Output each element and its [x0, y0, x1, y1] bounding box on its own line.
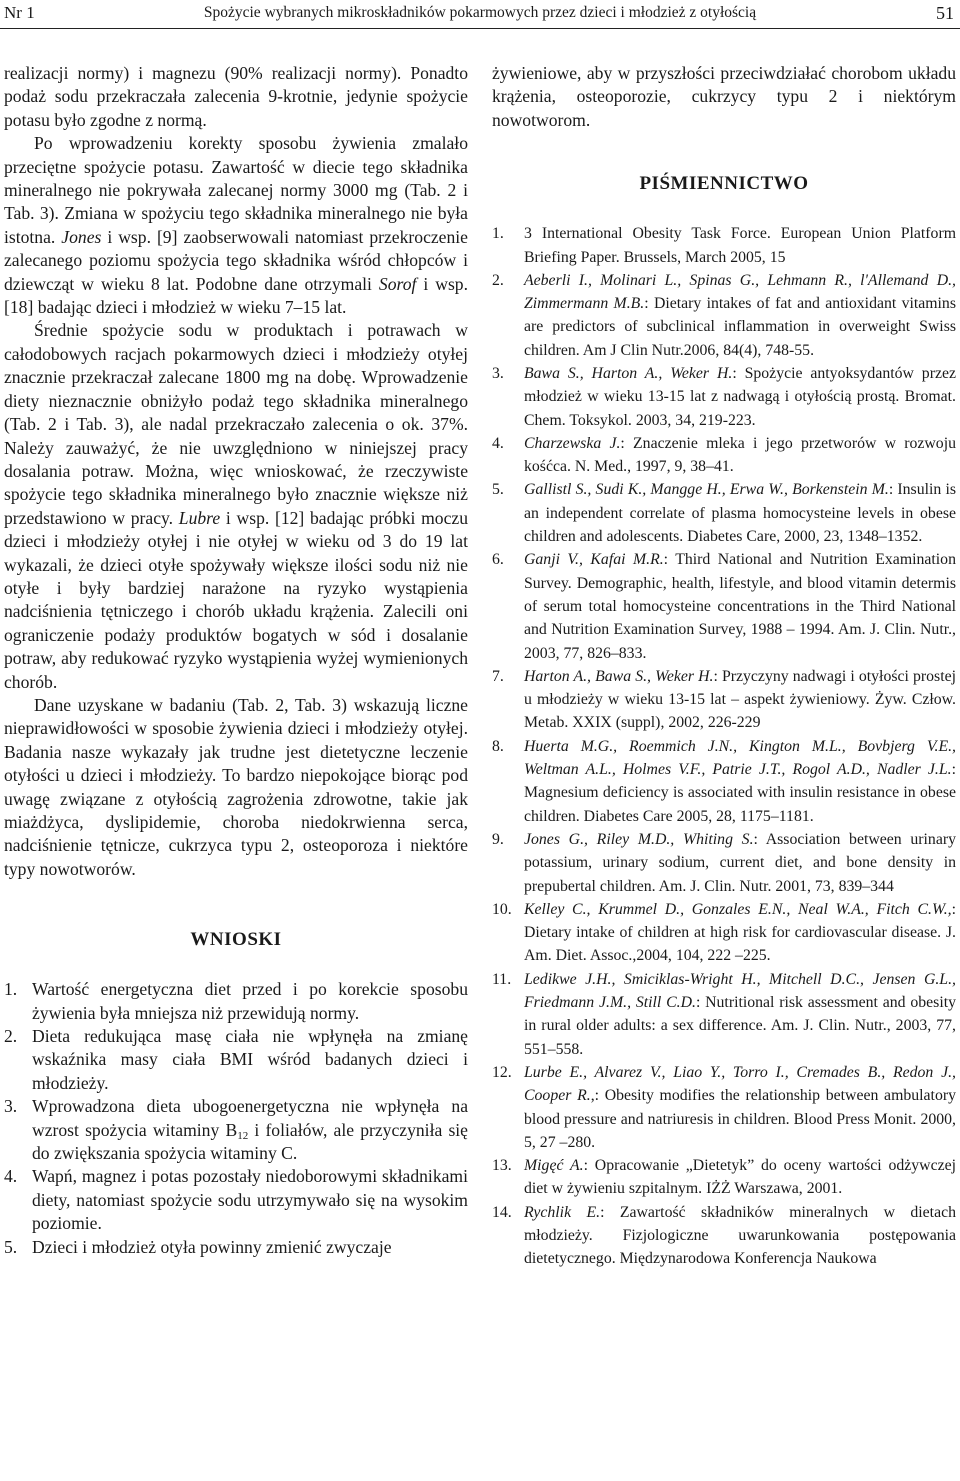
reference-authors: Aeberli I., Molinari L., Spinas G., Lehmann R., l'Allemand D., Zimmermann M.B. — [524, 271, 956, 313]
reference-number: 4. — [492, 434, 504, 452]
reference-item — [492, 665, 956, 735]
reference-item — [492, 548, 956, 664]
conclusion-item: 4. Wapń, magnez i potas pozostały niedoborowymi składnikami diety, natomiast spożycie sodu utrzymywało się na wysokim poziomie. — [4, 1166, 468, 1234]
author-lubre: Lubre — [178, 507, 221, 528]
reference-number: 3. — [492, 365, 504, 382]
reference-authors: Kelley C., Krummel D., Gonzales E.N., Neal W.A., Fitch C.W., — [524, 900, 952, 918]
reference-authors: Huerta M.G., Roemmich J.N., Kington M.L., Bovbjerg V.E., Weltman A.L., Holmes V.F., Patrie J.T., Rogol A.D., Nadler J.L. — [524, 737, 956, 779]
right-column — [492, 62, 956, 1271]
paragraph-continuation: realizacji normy) i magnezu (90% realizacji normy). Ponadto podaż sodu przekraczała zalecenia 9-krotnie, jedynie spożycie potasu było zgodne z normą. — [4, 63, 468, 130]
reference-item — [492, 269, 956, 362]
conclusions-list — [4, 978, 468, 1259]
reference-text: : Magnesium deficiency is associated with insulin resistance in obese children. Diabetes Care 2005, 28, 1175–1181. — [524, 761, 956, 825]
reference-number: 12. — [492, 1063, 512, 1081]
reference-item — [492, 1154, 956, 1201]
running-title: Spożycie wybranych mikroskładników pokarmowych przez dzieci i młodzież z otyłością — [203, 4, 757, 21]
reference-number: 10. — [492, 900, 512, 918]
reference-item — [492, 362, 956, 432]
reference-item — [492, 478, 956, 548]
reference-authors: Ganji V., Kafai M.R. — [524, 551, 664, 569]
conclusion-item: 3. Wprowadzona dieta ubogoenergetyczna nie wpłynęła na wzrost spożycia witaminy $B_{12}$ i foliałów, ale przyczyniła się do zwiększania spożycia witaminy C. — [4, 1096, 468, 1164]
reference-number: 7. — [492, 667, 504, 685]
reference-authors: Rychlik E. — [524, 1203, 601, 1221]
references-heading: PIŚMIENNICTWO — [639, 173, 809, 195]
author-sorof: Sorof — [378, 273, 417, 294]
reference-number: 5. — [492, 481, 504, 499]
reference-text: : Znaczenie mleka i jego przetworów w rozwoju kośćca. N. Med., 1997, 9, 38–41. — [524, 434, 956, 476]
reference-number: 6. — [492, 551, 504, 569]
reference-text: : Dietary intake of children at high risk for cardiovascular disease. J. Am. Diet. Assoc.,2004, 104, 222 –225. — [524, 900, 956, 965]
reference-item — [492, 828, 956, 898]
reference-item — [492, 968, 956, 1061]
reference-text: : Insulin is an independent correlate of plasma homocysteine levels in obese children and adolescents. Diabetes Care, 2000, 23, 1348–1352. — [524, 481, 956, 546]
reference-text: : Third National and Nutrition Examination Survey. Demographic, health, lifestyle, and blood vitamin determis of serum total homocysteine concentrations in the Third National and Nutrition Examination Survey, 1988 – 1994. Am. J. Clin. Nutr., 2003, 77, 826–833. — [524, 551, 956, 662]
reference-text: : Spożycie antyoksydantów przez młodzież w wieku 13-15 lat z nadwagą i otyłością prostą. Bromat. Chem. Toksykol. 2003, 34, 219-223. — [524, 365, 956, 429]
reference-number: 8. — [492, 737, 504, 755]
reference-text: : Dietary intakes of fat and antioxidant vitamins are predictors of subclinical inflammation in overweight Swiss children. Am J Clin Nutr.2006, 84(4), 748-55. — [524, 295, 956, 359]
page-number: 51 — [936, 3, 954, 23]
reference-authors: Gallistl S., Sudi K., Mangge H., Erwa W., Borkenstein M. — [524, 481, 889, 499]
references-list — [492, 222, 956, 1270]
reference-text: : Przyczyny nadwagi i otyłości prostej u młodzieży w wieku 13-15 lat – aspekt żywieniowy. Żyw. Człow. Metab. XXIX (suppl), 2002, 226-229 — [524, 667, 956, 732]
header-rule — [0, 28, 960, 29]
reference-authors: Jones G., Riley M.D., Whiting S. — [524, 830, 754, 848]
paragraph-sodium: Średnie spożycie sodu w produktach i potrawach w całodobowych racjach pokarmowych dzieci i młodzieży otyłej znacznie przekraczał zalecane 1800 mg na dobę. Wprowadzenie diety nieznacznie obniżyło podaż tego składnika mineralnego (Tab. 2 i Tab. 3), ale nadal przekraczało zalecenia o ok. 37%. Należy zauważyć, że nie uwzględniono w niniejszej pracy dosalania potraw. Można, więc wnioskować, że rzeczywiste spożycie tego składnika mineralnego było znacznie większe niż przedstawiono w pracy. Lubre i wsp. [12] badając próbki moczu dzieci i młodzieży otyłej i nie otyłej w wieku od 3 do 19 lat wykazali, że dzieci otyłe spożywały większe ilości sodu niż nie otyłe i były bardziej narażone na ryzyko wystąpienia nadciśnienia tętniczego i chorób układu krążenia. Zalecili oni ograniczenie podaży produktów bogatych w sód i dosalanie potraw, aby redukować ryzyko wystąpienia wyżej wymienionych chorób. — [4, 320, 469, 692]
reference-authors: Lurbe E., Alvarez V., Liao Y., Torro I., Cremades B., Redon J., Cooper R. — [524, 1063, 956, 1105]
reference-item — [492, 432, 956, 479]
reference-authors: Migęć A. — [524, 1157, 584, 1175]
paragraph-summary: Dane uzyskane w badaniu (Tab. 2, Tab. 3) wskazują liczne nieprawidłowości w sposobie żywienia dzieci i młodzieży otyłej. Badania nasze wykazały jak trudne jest dietetyczne leczenie otyłości u dzieci i młodzieży. To bardzo niepokojące biorąc pod uwagę związane z otyłością zagrożenia zdrowotne, takie jak miażdżyca, dyslipidemie, choroba niedokrwienna serca, nadciśnienie tętnicze, cukrzyca typu 2, osteoporoza i niektóre typy nowotworów. — [4, 694, 468, 879]
issue-number: Nr 1 — [4, 3, 35, 22]
reference-text: : Opracowanie „Dietetyk” do oceny wartości odżywczej diet w żywieniu szpitalnym. IŻŻ Warszawa, 2001. — [524, 1157, 956, 1198]
reference-number: 1. — [492, 225, 504, 243]
author-jones: Jones — [61, 226, 102, 247]
conclusion-item: 5. Dzieci i młodzież otyła powinny zmienić zwyczaje — [4, 1236, 392, 1257]
conclusions-heading: WNIOSKI — [190, 929, 282, 951]
conclusion-item: 2. Dieta redukująca masę ciała nie wpłynęła na zmianę wskaźnika masy ciała BMI wśród badanych dzieci i młodzieży. — [4, 1026, 468, 1093]
reference-text: : Association between urinary potassium, urinary sodium, current diet, and bone density in prepubertal children. Am. J. Clin. Nutr. 2001, 73, 839–344 — [524, 830, 956, 895]
conclusion-continuation: żywieniowe, aby w przyszłości przeciwdziałać chorobom układu krążenia, osteoporozie, cukrzycy typu 2 i niektórym nowotworom. — [492, 63, 956, 130]
reference-number: 14. — [492, 1203, 512, 1221]
left-column — [4, 62, 468, 1259]
reference-item — [492, 222, 956, 269]
paragraph-potassium: Po wprowadzeniu korekty sposobu żywienia zmalało przeciętne spożycie potasu. Zawartość w diecie tego składnika mineralnego nie pokrywała zalecanej normy 3000 mg (Tab. 2 i Tab. 3). Zmiana w spożyciu tego składnika mineralnego nie była istotna. Jones i wsp. [9] zaobserwowali natomiast przekroczenie zalecanego poziomu spożycia tego składnika wśród chłopców i dziewcząt w wieku 8 lat. Podobne dane otrzymali Sorof i wsp. [18] badając dzieci i młodzież w wieku 7–15 lat. — [4, 133, 468, 318]
reference-authors: Charzewska J. — [524, 434, 621, 452]
subscript-12: 12 — [237, 1129, 249, 1142]
reference-text: : Nutritional risk assessment and obesity in rural older adults: a sex difference. Am. J. Clin. Nutr., 2003, 77, 551–558. — [524, 994, 956, 1058]
reference-number: 2. — [492, 271, 504, 289]
reference-number: 9. — [492, 830, 504, 848]
reference-text: ,: Obesity modifies the relationship between ambulatory blood pressure and natriuresis in children. Blood Press Monit. 2000, 5, 27 –280. — [524, 1087, 956, 1151]
reference-text: 3 International Obesity Task Force. European Union Platform Briefing Paper. Brussels, March 2005, 15 — [524, 225, 956, 266]
reference-number: 13. — [492, 1157, 512, 1175]
reference-authors: Bawa S., Harton A., Weker H. — [524, 365, 733, 382]
reference-item — [492, 735, 956, 828]
reference-item — [492, 898, 956, 968]
reference-text: : Zawartość składników mineralnych w dietach młodzieży. Fizjologiczne uwarunkowania postępowania dietetycznego. Międzynarodowa Konferencja Naukowa — [524, 1203, 956, 1268]
reference-number: 11. — [492, 970, 512, 988]
conclusion-item: 1. Wartość energetyczna diet przed i po korekcie sposobu żywienia była mniejsza niż przewidują normy. — [4, 979, 468, 1023]
reference-item — [492, 1201, 956, 1271]
reference-item — [492, 1061, 956, 1154]
reference-authors: Ledikwe J.H., Smiciklas-Wright H., Mitchell D.C., Jensen G.L., Friedmann J.M., Still C.D. — [524, 970, 956, 1012]
reference-authors: Harton A., Bawa S., Weker H. — [524, 667, 714, 685]
